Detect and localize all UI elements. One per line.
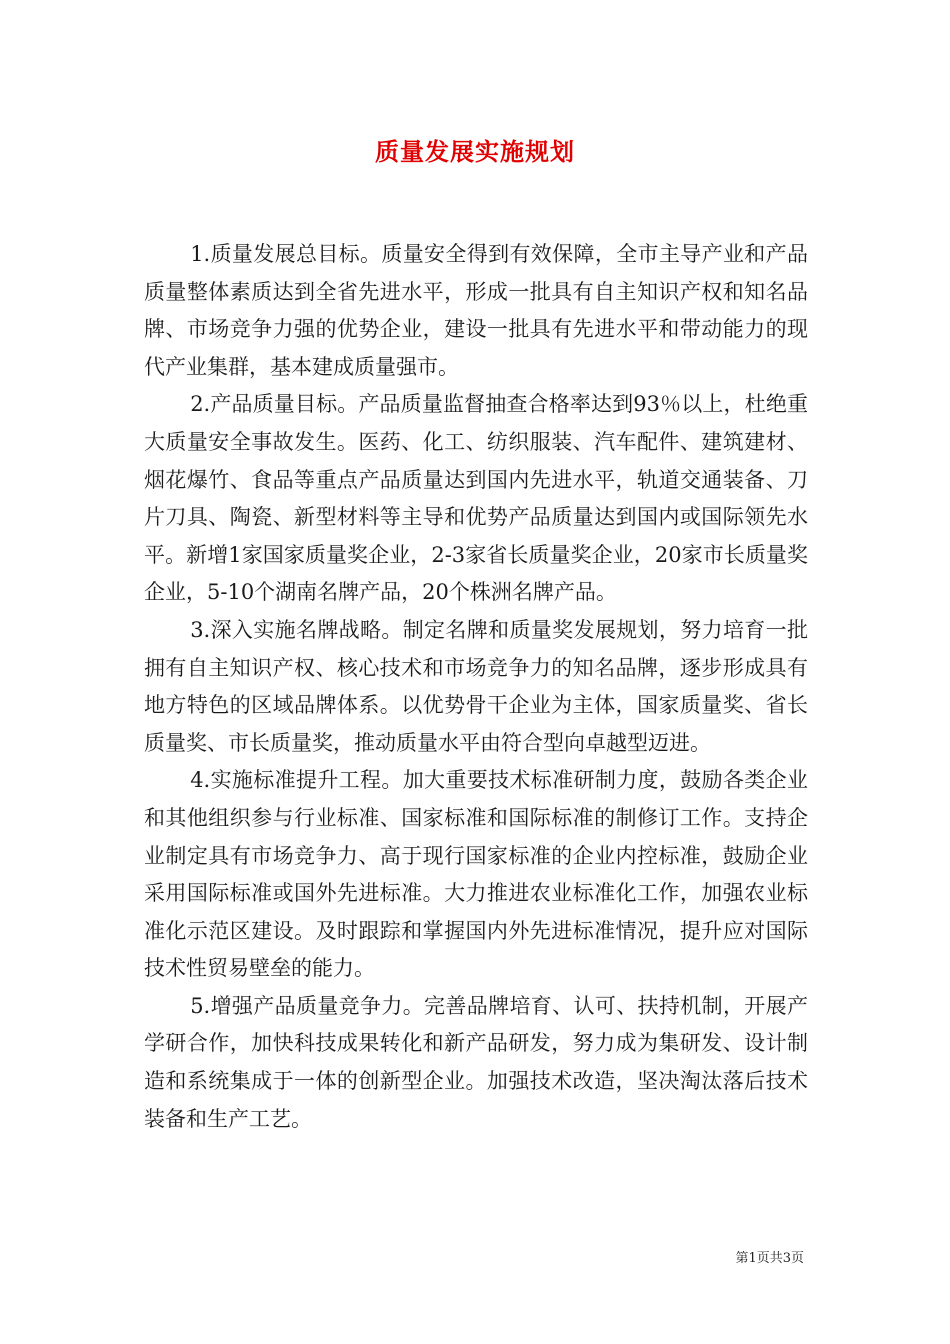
paragraph-2: 2.产品质量目标。产品质量监督抽查合格率达到93％以上，杜绝重大质量安全事故发生。医药、化工、纺织服装、汽车配件、建筑建材、烟花爆竹、食品等重点产品质量达到国内先进水平，轨道交通装备、刀片刀具、陶瓷、新型材料等主导和优势产品质量达到国内或国际领先水平。新增1家国家质量奖企业，2-3家省长质量奖企业，20家市长质量奖企业，5-10个湖南名牌产品，20个株洲名牌产品。 (144, 392, 808, 605)
paragraph-5: 5.增强产品质量竞争力。完善品牌培育、认可、扶持机制，开展产学研合作，加快科技成果转化和新产品研发，努力成为集研发、设计制造和系统集成于一体的创新型企业。加强技术改造，坚决淘汰落后技术装备和生产工艺。 (144, 993, 808, 1131)
paragraph-3: 3.深入实施名牌战略。制定名牌和质量奖发展规划，努力培育一批拥有自主知识产权、核心技术和市场竞争力的知名品牌，逐步形成具有地方特色的区域品牌体系。以优势骨干企业为主体，国家质量奖、省长质量奖、市长质量奖，推动质量水平由符合型向卓越型迈进。 (144, 617, 808, 755)
document-body (144, 236, 808, 1138)
page-title: 质量发展实施规划 (375, 137, 575, 166)
paragraph-1: 1.质量发展总目标。质量安全得到有效保障，全市主导产业和产品质量整体素质达到全省先进水平，形成一批具有自主知识产权和知名品牌、市场竞争力强的优势企业，建设一批具有先进水平和带动能力的现代产业集群，基本建成质量强市。 (144, 242, 808, 379)
page-number-footer: 第1页共3页 (735, 1251, 804, 1266)
paragraph-4: 4.实施标准提升工程。加大重要技术标准研制力度，鼓励各类企业和其他组织参与行业标准、国家标准和国际标准的制修订工作。支持企业制定具有市场竞争力、高于现行国家标准的企业内控标准，鼓励企业采用国际标准或国外先进标准。大力推进农业标准化工作，加强农业标准化示范区建设。及时跟踪和掌握国内外先进标准情况，提升应对国际技术性贸易壁垒的能力。 (144, 768, 808, 981)
